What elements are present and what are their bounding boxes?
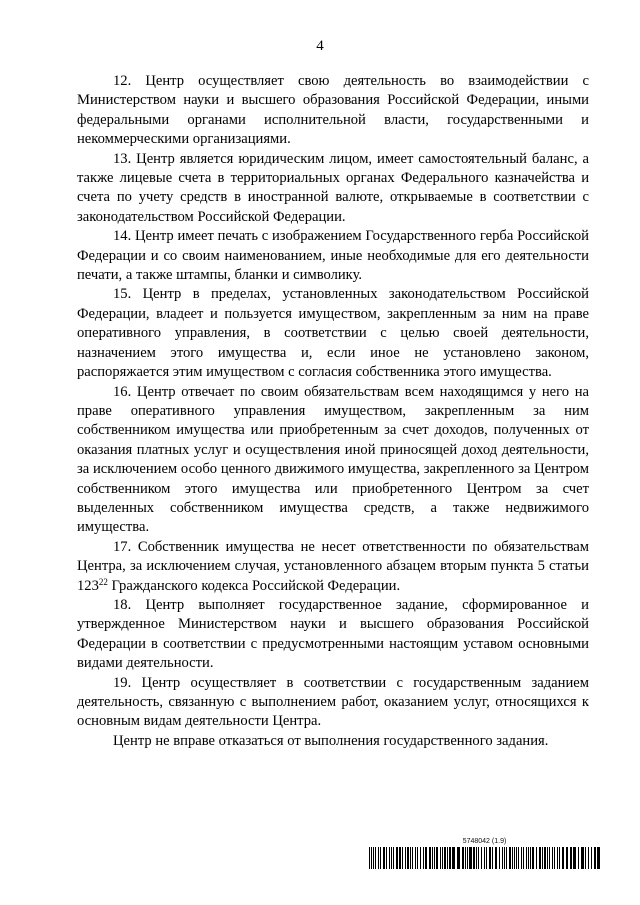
paragraph-16: 16. Центр отвечает по своим обязательствам всем находящимся у него на праве оперативного управления имуществом, закрепленным за ним собственником имущества или приобретенным за счет доходов, полученных от оказания платных услуг и осуществления иной приносящей доход деятельности, за исключением особо ценного движимого имущества, закрепленного за Центром собственником этого имущества или приобретенного Центром за счет выделенных собственником имущества средств, а также недвижимого имущества. [77,383,589,536]
paragraph-19: 19. Центр осуществляет в соответствии с государственным заданием деятельность, связанную с выполнением работ, оказанием услуг, относящихся к основным видам деятельности Центра. [77,674,589,730]
page-number: 4 [316,38,324,54]
paragraph-14: 14. Центр имеет печать с изображением Государственного герба Российской Федерации и со своим наименованием, иные необходимые для его деятельности печати, а также штампы, бланки и символику. [77,228,589,284]
paragraph-13: 13. Центр является юридическим лицом, имеет самостоятельный баланс, а также лицевые счета в территориальных органах Федерального казначейства и счета по учету средств в иностранной валюте, открываемые в соответствии с законодательством Российской Федерации. [77,150,589,225]
paragraph-19-continuation: Центр не вправе отказаться от выполнения государственного задания. [113,732,549,749]
paragraph-17-tail: Гражданского кодекса Российской Федерации. [107,577,401,594]
barcode [369,847,600,869]
document-code: 5748042 (1.9) [462,838,507,845]
barcode-block [369,838,600,869]
article-superscript: 22 [98,576,108,587]
paragraph-17 [77,538,589,596]
paragraph-17-text: 17. Собственник имущества не несет ответственности по обязательствам Центра, за исключением случая, установленного абзацем вторым пункта 5 статьи 123 [77,538,589,594]
paragraph-12: 12. Центр осуществляет свою деятельность во взаимодействии с Министерством науки и высшего образования Российской Федерации, иными федеральными органами исполнительной власти, государственными и некоммерческими организациями. [77,73,589,148]
document-body [77,72,589,751]
paragraph-15: 15. Центр в пределах, установленных законодательством Российской Федерации, владеет и пользуется имуществом, закрепленным за ним на праве оперативного управления, в соответствии с целью своей деятельности, назначением этого имущества и, если иное не установлено законом, распоряжается этим имуществом с согласия собственника этого имущества. [77,286,589,381]
paragraph-18: 18. Центр выполняет государственное задание, сформированное и утвержденное Министерством науки и высшего образования Российской Федерации в соответствии с предусмотренными настоящим уставом основными видами деятельности. [77,596,589,672]
